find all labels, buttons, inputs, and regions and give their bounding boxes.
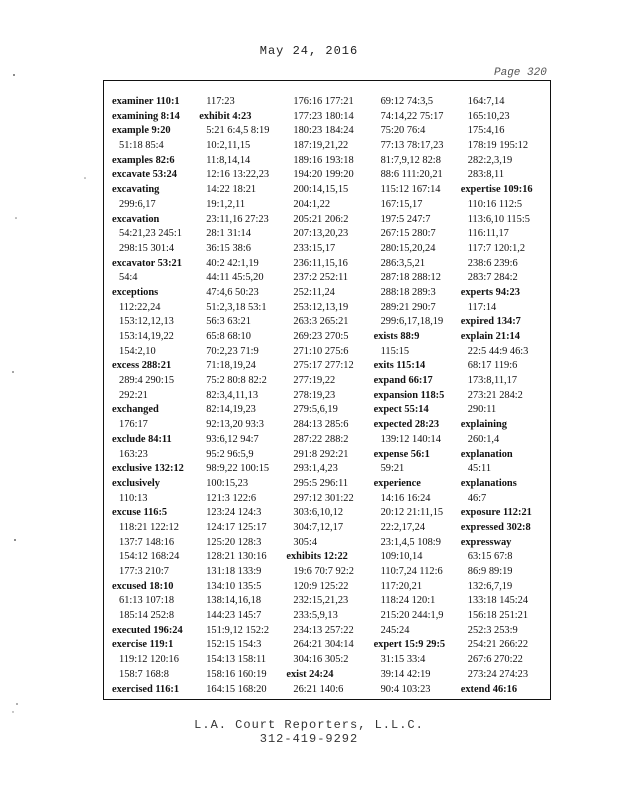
index-reference: 163:23: [119, 448, 148, 460]
index-reference: 19:1,2,11: [206, 198, 246, 210]
index-reference: 154:13 158:11: [206, 654, 267, 666]
index-reference: 115:15: [380, 345, 410, 357]
index-reference: 204:1,22: [293, 198, 331, 210]
index-term: example 9:20: [112, 125, 171, 137]
index-reference: 11:8,14,14: [206, 154, 251, 166]
index-reference: 23:11,16 27:23: [206, 213, 269, 225]
index-term: explain 21:14: [460, 331, 520, 342]
index-reference: 61:13 107:18: [119, 595, 175, 607]
index-reference: 119:12 120:16: [119, 654, 179, 666]
index-reference: 287:18 288:12: [380, 272, 441, 284]
index-reference: 110:13: [119, 492, 148, 504]
index-reference: 133:18 145:24: [467, 595, 529, 607]
index-reference: 77:13 78:17,23: [380, 140, 444, 152]
index-reference: 26:21 140:6: [293, 683, 344, 695]
index-reference: 205:21 206:2: [293, 213, 349, 225]
index-reference: 252:3 253:9: [467, 624, 518, 636]
index-term: exceptions: [112, 286, 159, 298]
index-reference: 110:7,24 112:6: [380, 566, 443, 577]
index-reference: 236:11,15,16: [293, 257, 348, 269]
index-reference: 92:13,20 93:3: [206, 419, 264, 431]
index-reference: 304:7,12,17: [293, 521, 344, 533]
index-reference: 283:7 284:2: [467, 272, 518, 284]
index-reference: 75:20 76:4: [380, 125, 426, 137]
index-reference: 207:13,20,23: [293, 228, 349, 240]
index-term: expense 56:1: [373, 448, 430, 460]
page-date: May 24, 2016: [259, 44, 359, 58]
index-reference: 14:22 18:21: [206, 184, 257, 196]
index-reference: 292:21: [119, 389, 148, 401]
index-term: excuse 116:5: [112, 507, 168, 519]
index-reference: 164:15 168:20: [206, 683, 267, 695]
index-term: extend 46:16: [460, 683, 518, 695]
index-reference: 100:15,23: [206, 477, 249, 489]
index-reference: 197:5 247:7: [380, 213, 431, 225]
index-term: explanation: [460, 448, 513, 460]
index-reference: 154:12 168:24: [119, 551, 180, 563]
index-reference: 128:21 130:16: [206, 551, 267, 563]
index-reference: 68:17 119:6: [467, 360, 518, 372]
index-reference: 139:12 140:14: [380, 433, 441, 445]
index-reference: 287:22 288:2: [293, 433, 349, 445]
index-reference: 165:10,23: [467, 110, 510, 122]
index-reference: 185:14 252:8: [119, 610, 175, 622]
index-term: exercised 116:1: [112, 683, 180, 695]
index-reference: 54:21,23 245:1: [119, 228, 182, 240]
index-reference: 238:6 239:6: [467, 257, 518, 269]
index-term: exhibits 12:22: [286, 551, 348, 563]
index-column-5: [461, 95, 548, 695]
index-reference: 109:10,14: [380, 551, 423, 563]
index-reference: 28:1 31:14: [206, 228, 251, 240]
index-reference: 82:3,4,11,13: [206, 389, 259, 401]
index-reference: 233:5,9,13: [293, 610, 338, 622]
index-reference: 200:14,15,15: [293, 184, 349, 196]
index-reference: 138:14,16,18: [206, 595, 262, 607]
index-reference: 51:2,3,18 53:1: [206, 301, 267, 313]
index-reference: 47:4,6 50:23: [206, 286, 259, 298]
footer-company: L.A. Court Reporters, L.L.C.: [194, 718, 424, 732]
index-column-2: [199, 95, 286, 695]
index-reference: 180:23 184:24: [293, 125, 354, 137]
index-reference: 187:19,21,22: [293, 140, 349, 152]
footer-phone: 312-419-9292: [259, 732, 359, 746]
index-reference: 164:7,14: [467, 96, 505, 107]
index-reference: 95:2 96:5,9: [206, 448, 254, 460]
index-reference: 82:14,19,23: [206, 404, 256, 416]
index-term: exclusively: [112, 477, 160, 489]
index-reference: 51:18 85:4: [119, 140, 164, 152]
index-reference: 12:16 13:22,23: [206, 169, 270, 181]
index-reference: 156:18 251:21: [467, 610, 529, 622]
index-term: expressed 302:8: [460, 521, 531, 533]
index-reference: 121:3 122:6: [206, 492, 257, 504]
index-reference: 90:4 103:23: [380, 683, 431, 695]
index-term: excavator 53:21: [112, 257, 182, 269]
index-reference: 282:2,3,19: [467, 154, 513, 166]
index-reference: 110:16 112:5: [467, 198, 523, 210]
index-reference: 278:19,23: [293, 389, 336, 401]
index-reference: 176:17: [119, 419, 148, 431]
word-index: [112, 95, 548, 695]
index-reference: 117:7 120:1,2: [467, 242, 526, 254]
index-reference: 283:8,11: [467, 169, 505, 181]
index-reference: 260:1,4: [467, 433, 500, 445]
index-reference: 233:15,17: [293, 242, 336, 254]
index-reference: 132:6,7,19: [467, 580, 513, 592]
index-reference: 297:12 301:22: [293, 492, 354, 504]
index-term: explaining: [460, 419, 507, 431]
index-reference: 167:15,17: [380, 198, 423, 210]
index-reference: 117:14: [467, 301, 497, 313]
index-reference: 175:4,16: [467, 125, 505, 137]
index-reference: 69:12 74:3,5: [380, 96, 434, 107]
index-reference: 152:15 154:3: [206, 639, 262, 651]
index-reference: 153:14,19,22: [119, 331, 174, 342]
index-term: excess 288:21: [112, 360, 172, 372]
index-reference: 59:21: [380, 463, 405, 475]
index-reference: 22:2,17,24: [380, 521, 426, 533]
index-reference: 63:15 67:8: [467, 551, 513, 563]
index-reference: 22:5 44:9 46:3: [467, 345, 529, 357]
index-reference: 65:8 68:10: [206, 331, 251, 342]
index-reference: 93:6,12 94:7: [206, 433, 259, 445]
index-reference: 39:14 42:19: [380, 668, 431, 680]
index-reference: 123:24 124:3: [206, 507, 262, 519]
index-term: exclusive 132:12: [112, 463, 184, 475]
index-reference: 299:6,17,18,19: [380, 316, 444, 328]
index-reference: 177:23 180:14: [293, 110, 354, 122]
index-term: experience: [373, 477, 421, 489]
index-reference: 245:24: [380, 624, 410, 636]
index-column-3: [286, 95, 373, 695]
index-reference: 277:19,22: [293, 375, 336, 387]
index-reference: 263:3 265:21: [293, 316, 349, 328]
index-reference: 237:2 252:11: [293, 272, 349, 284]
index-reference: 40:2 42:1,19: [206, 257, 259, 269]
index-reference: 118:24 120:1: [380, 595, 436, 607]
index-term: expect 55:14: [373, 404, 429, 416]
index-reference: 45:11: [467, 463, 492, 475]
index-reference: 20:12 21:11,15: [380, 507, 444, 519]
index-reference: 280:15,20,24: [380, 242, 436, 254]
index-term: experts 94:23: [460, 286, 520, 298]
index-reference: 31:15 33:4: [380, 654, 426, 666]
index-reference: 194:20 199:20: [293, 169, 354, 181]
index-reference: 176:16 177:21: [293, 96, 354, 107]
index-reference: 134:10 135:5: [206, 580, 262, 592]
index-reference: 113:6,10 115:5: [467, 213, 530, 225]
index-term: exposure 112:21: [460, 507, 532, 519]
index-reference: 290:11: [467, 404, 497, 416]
index-term: expertise 109:16: [460, 184, 533, 196]
index-reference: 124:17 125:17: [206, 521, 267, 533]
index-term: exchanged: [112, 404, 159, 416]
index-reference: 269:23 270:5: [293, 331, 349, 342]
index-term: examples 82:6: [112, 154, 175, 166]
index-reference: 81:7,9,12 82:8: [380, 154, 441, 166]
index-term: explanations: [460, 477, 517, 489]
index-reference: 215:20 244:1,9: [380, 610, 444, 622]
index-reference: 116:11,17: [467, 228, 509, 240]
index-term: expected 28:23: [373, 419, 440, 431]
index-reference: 154:2,10: [119, 345, 156, 357]
index-reference: 71:18,19,24: [206, 360, 256, 372]
index-term: excavating: [112, 184, 160, 196]
index-reference: 14:16 16:24: [380, 492, 431, 504]
index-term: examiner 110:1: [112, 96, 180, 107]
index-reference: 173:8,11,17: [467, 375, 518, 387]
index-reference: 88:6 111:20,21: [380, 169, 443, 181]
index-reference: 125:20 128:3: [206, 536, 262, 548]
index-term: exercise 119:1: [112, 639, 174, 651]
index-reference: 189:16 193:18: [293, 154, 354, 166]
index-term: executed 196:24: [112, 624, 183, 636]
page-number: Page 320: [494, 67, 547, 79]
index-reference: 299:6,17: [119, 198, 156, 210]
index-reference: 288:18 289:3: [380, 286, 436, 298]
index-term: exist 24:24: [286, 668, 334, 680]
index-reference: 273:24 274:23: [467, 668, 529, 680]
index-reference: 112:22,24: [119, 301, 161, 313]
index-reference: 232:15,21,23: [293, 595, 349, 607]
index-reference: 98:9,22 100:15: [206, 463, 270, 475]
index-reference: 252:11,24: [293, 286, 335, 298]
index-column-4: [374, 95, 461, 695]
index-reference: 54:4: [119, 272, 138, 284]
index-reference: 284:13 285:6: [293, 419, 349, 431]
index-reference: 178:19 195:12: [467, 140, 529, 152]
index-reference: 305:4: [293, 536, 318, 548]
index-reference: 177:3 210:7: [119, 566, 169, 577]
index-reference: 151:9,12 152:2: [206, 624, 270, 636]
index-reference: 273:21 284:2: [467, 389, 523, 401]
index-reference: 115:12 167:14: [380, 184, 441, 196]
index-reference: 144:23 145:7: [206, 610, 262, 622]
index-reference: 36:15 38:6: [206, 242, 251, 254]
index-reference: 70:2,23 71:9: [206, 345, 259, 357]
index-reference: 10:2,11,15: [206, 140, 251, 152]
index-reference: 303:6,10,12: [293, 507, 344, 519]
index-reference: 289:21 290:7: [380, 301, 436, 313]
index-reference: 46:7: [467, 492, 487, 504]
index-reference: 286:3,5,21: [380, 257, 426, 269]
index-reference: 131:18 133:9: [206, 566, 262, 577]
index-reference: 254:21 266:22: [467, 639, 529, 651]
index-reference: 298:15 301:4: [119, 242, 175, 254]
index-reference: 56:3 63:21: [206, 316, 251, 328]
index-reference: 120:9 125:22: [293, 580, 349, 592]
index-reference: 75:2 80:8 82:2: [206, 375, 267, 387]
index-reference: 158:7 168:8: [119, 668, 169, 680]
index-term: expand 66:17: [373, 375, 433, 387]
index-reference: 267:6 270:22: [467, 654, 523, 666]
index-reference: 117:23: [206, 96, 235, 107]
index-term: excavation: [112, 213, 160, 225]
index-reference: 289:4 290:15: [119, 375, 175, 387]
index-reference: 304:16 305:2: [293, 654, 349, 666]
index-reference: 158:16 160:19: [206, 668, 267, 680]
index-reference: 137:7 148:16: [119, 536, 175, 548]
index-reference: 279:5,6,19: [293, 404, 338, 416]
index-reference: 23:1,4,5 108:9: [380, 536, 441, 548]
index-reference: 117:20,21: [380, 580, 423, 592]
index-reference: 44:11 45:5,20: [206, 272, 264, 284]
index-reference: 267:15 280:7: [380, 228, 436, 240]
index-reference: 264:21 304:14: [293, 639, 354, 651]
index-reference: 293:1,4,23: [293, 463, 338, 475]
index-reference: 295:5 296:11: [293, 477, 349, 489]
index-reference: 271:10 275:6: [293, 345, 349, 357]
index-term: expansion 118:5: [373, 389, 445, 401]
index-reference: 118:21 122:12: [119, 521, 179, 533]
index-reference: 234:13 257:22: [293, 624, 354, 636]
index-term: examining 8:14: [112, 110, 180, 122]
index-term: excavate 53:24: [112, 169, 177, 181]
index-term: exclude 84:11: [112, 433, 172, 445]
index-reference: 275:17 277:12: [293, 360, 354, 372]
index-column-1: [112, 95, 199, 695]
index-reference: 74:14,22 75:17: [380, 110, 444, 122]
index-reference: 153:12,12,13: [119, 316, 174, 328]
index-term: expert 15:9 29:5: [373, 639, 446, 651]
index-reference: 19:6 70:7 92:2: [293, 566, 354, 577]
index-term: expired 134:7: [460, 316, 521, 328]
index-term: excused 18:10: [112, 580, 174, 592]
index-term: exists 88:9: [373, 331, 420, 342]
index-term: expressway: [460, 536, 512, 548]
index-reference: 291:8 292:21: [293, 448, 349, 460]
index-reference: 5:21 6:4,5 8:19: [206, 125, 270, 137]
index-reference: 86:9 89:19: [467, 566, 513, 577]
index-term: exhibit 4:23: [199, 110, 252, 122]
index-term: exits 115:14: [373, 360, 426, 372]
index-reference: 253:12,13,19: [293, 301, 349, 313]
